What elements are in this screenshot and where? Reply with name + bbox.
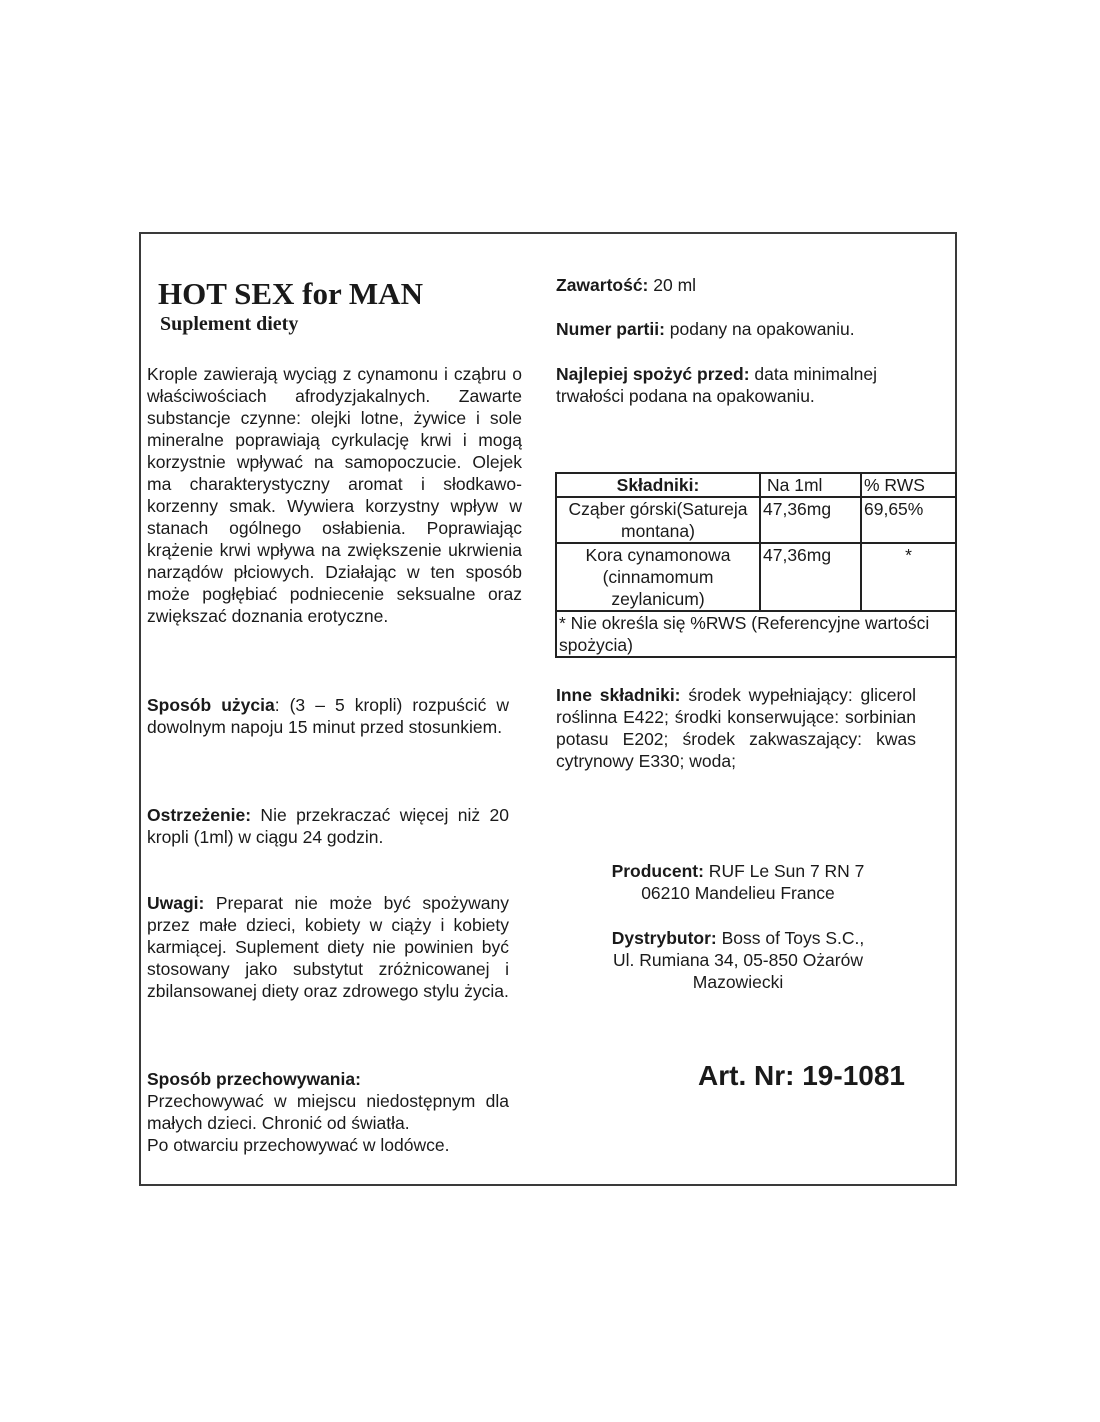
table-row — [556, 497, 956, 543]
distributor-label: Dystrybutor: — [611, 928, 717, 948]
article-number: Art. Nr: 19-1081 — [698, 1060, 905, 1091]
notes-section — [147, 892, 509, 1002]
warning-label: Ostrzeżenie: — [147, 805, 252, 825]
ingredient-amount: 47,36mg — [760, 543, 861, 611]
producer-section — [560, 860, 916, 904]
notes-text: Preparat nie może być spożywany przez małe dzieci, kobiety w ciąży i kobiety karmiącej. Suplement diety nie powinien być stosowany jako substytut zróżnicowanej i zbilansowanej diety oraz zdrowego stylu życia. — [147, 893, 509, 1001]
notes-label: Uwagi: — [147, 893, 205, 913]
distributor-line1: Boss of Toys S.C., — [716, 928, 865, 948]
usage-section — [147, 694, 509, 738]
batch-value: podany na opakowaniu. — [664, 319, 855, 339]
ingredient-rws: * — [861, 543, 956, 611]
producer-line2: 06210 Mandelieu France — [641, 883, 835, 903]
left-column — [147, 276, 522, 336]
batch-section — [556, 318, 918, 340]
ingredient-amount: 47,36mg — [760, 497, 861, 543]
ingredients-table — [555, 472, 957, 658]
distributor-section — [560, 927, 916, 993]
other-ingredients-section — [556, 684, 916, 772]
table-header-row — [556, 473, 956, 497]
table-row — [556, 543, 956, 611]
storage-label: Sposób przechowywania: — [147, 1069, 361, 1089]
ingredient-name: Cząber górski(Satureja montana) — [556, 497, 760, 543]
description-paragraph: Krople zawierają wyciąg z cynamonu i cząbru o właściwościach afrodyzjakalnych. Zawarte substancje czynne: olejki lotne, żywice i sole mineralne poprawiają cyrkulację krwi i mogą korzystnie wpływać na samopoczucie. Olejek ma charakterystyczny aromat i słodkawo-korzenny smak. Wywiera korzystny wpływ w stanach ogólnego osłabienia. Poprawiając krążenie krwi wpływa na zwiększenie ukrwienia narządów płciowych. Działając w ten sposób może pogłębiać podniecenie seksualne oraz zwiększać doznania erotyczne. — [147, 364, 522, 626]
usage-text: : (3 – 5 kropli) rozpuścić w dowolnym napoju 15 minut przed stosunkiem. — [147, 695, 509, 737]
producer-line1: RUF Le Sun 7 RN 7 — [703, 861, 865, 881]
producer-label: Producent: — [611, 861, 704, 881]
best-before-label: Najlepiej spożyć przed: — [556, 364, 750, 384]
warning-text: Nie przekraczać więcej niż 20 kropli (1ml) w ciągu 24 godzin. — [147, 805, 509, 847]
batch-label: Numer partii: — [556, 319, 665, 339]
header-ingredients: Składniki: — [556, 473, 760, 497]
contents-value: 20 ml — [648, 275, 697, 295]
distributor-line2: Ul. Rumiana 34, 05-850 Ożarów Mazowiecki — [613, 950, 863, 992]
usage-label: Sposób użycia — [147, 695, 275, 715]
table-footnote: * Nie określa się %RWS (Referencyjne wartości spożycia) — [556, 611, 956, 657]
table-footnote-row — [556, 611, 956, 657]
other-ingredients-text: środek wypełniający: glicerol roślinna E422; środki konserwujące: sorbinian potasu E202; środek zakwaszający: kwas cytrynowy E330; woda; — [556, 685, 916, 771]
storage-section — [147, 1068, 509, 1156]
storage-line1: Przechowywać w miejscu niedostępnym dla małych dzieci. Chronić od światła. — [147, 1091, 509, 1133]
other-ingredients-label: Inne składniki: — [556, 685, 681, 705]
product-title: HOT SEX for MAN — [158, 276, 423, 311]
product-subtitle: Suplement diety — [160, 313, 299, 335]
contents-section — [556, 274, 918, 296]
storage-line2: Po otwarciu przechowywać w lodówce. — [147, 1135, 450, 1155]
header-rws: % RWS — [861, 473, 956, 497]
warning-section — [147, 804, 509, 848]
ingredient-rws: 69,65% — [861, 497, 956, 543]
best-before-section — [556, 363, 926, 407]
header-per-ml: Na 1ml — [760, 473, 861, 497]
contents-label: Zawartość: — [556, 275, 649, 295]
best-before-value: data minimalnej trwałości podana na opakowaniu. — [556, 364, 877, 406]
ingredient-name: Kora cynamonowa (cinnamomum zeylanicum) — [556, 543, 760, 611]
